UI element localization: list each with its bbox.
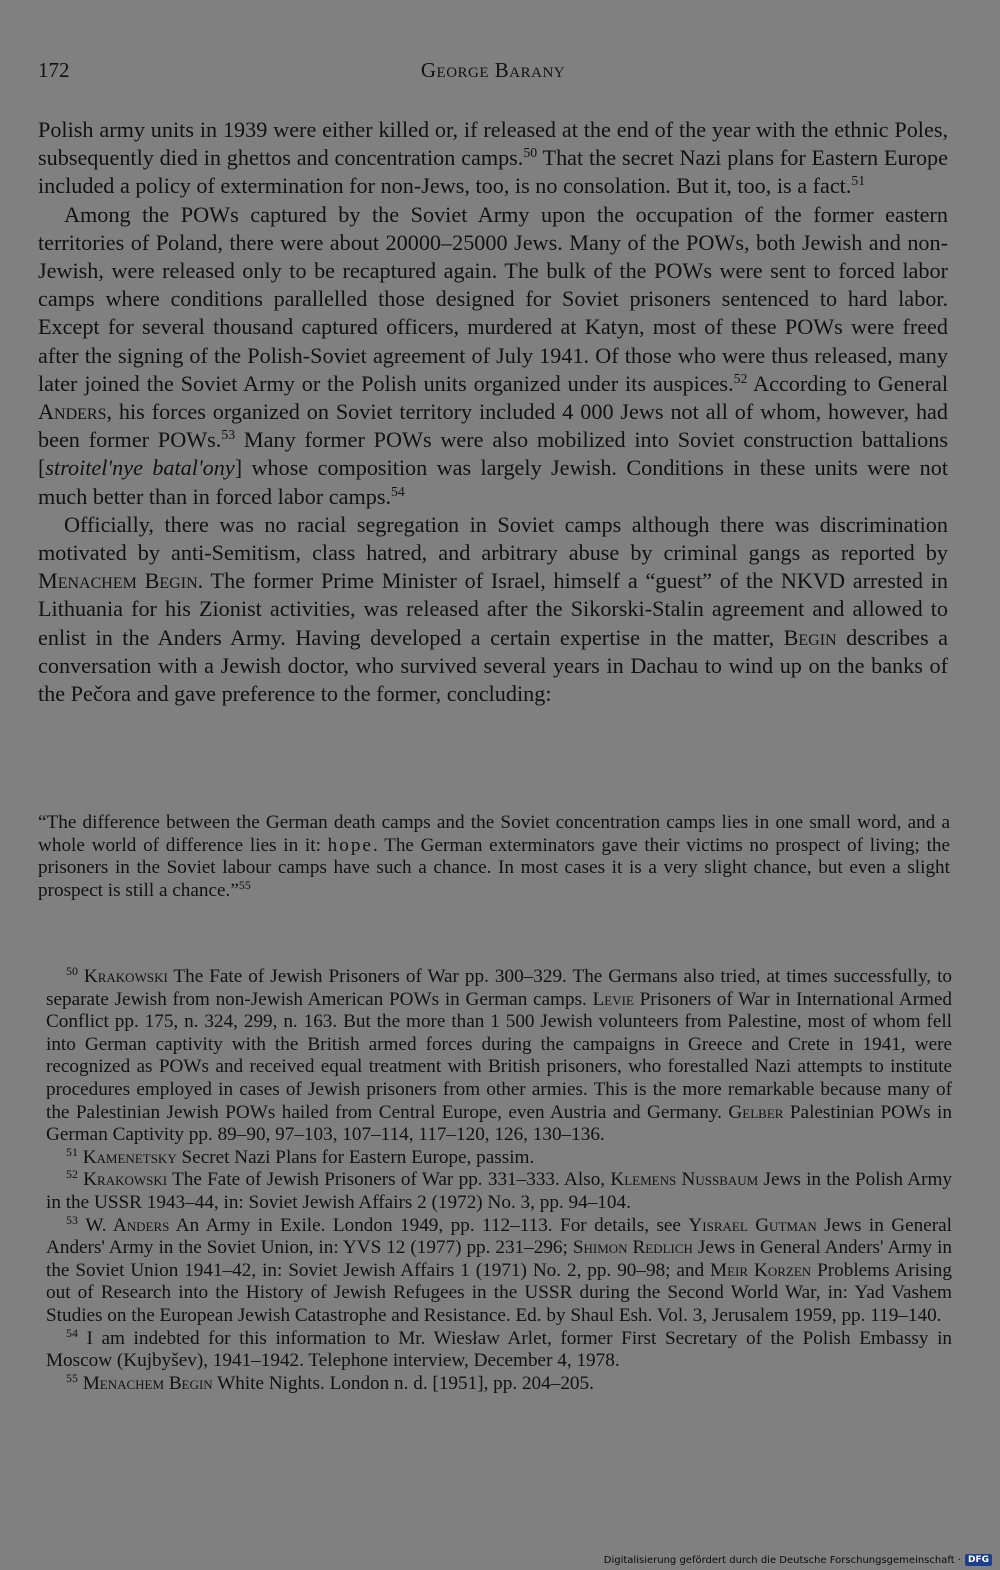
footnote-number: 54	[66, 1325, 78, 1340]
body-text	[38, 116, 948, 708]
footnote-ref-55[interactable]: 55	[238, 877, 251, 892]
footnote-ref-54[interactable]: 54	[391, 483, 405, 499]
footnote-number: 53	[66, 1212, 78, 1227]
footnotes	[46, 963, 953, 1395]
footnote-number: 50	[66, 963, 78, 978]
footnote-number: 55	[66, 1370, 78, 1385]
footnote-ref-51[interactable]: 51	[851, 173, 866, 189]
author-name: Begin	[783, 624, 837, 650]
footnote-number: 51	[66, 1144, 78, 1159]
footnote-50: $^{50}$ Krakowski The Fate of Jewish Prisoners of War pp. 300–329. The Germans also tried, at times successfully, to separate Jewish from non-Jewish American POWs in German camps. Levie Prisoners of War in International Armed Conflict pp. 175, n. 324, 299, n. 163. But the more than 1 500 Jewish volunteers from Palestine, most of whom fell into German captivity with the British armed forces during the campaigns in Greece and Crete in 1941, were recognized as POWs and received equal treatment with British prisoners, who forestalled Nazi attempts to institute procedures employed in cases of Jewish prisoners from other armies. This is the more remarkable because many of the Palestinian Jewish POWs hailed from Central Europe, even Austria and Germany. Gelber Palestinian POWs in German Captivity pp. 89–90, 97–103, 107–114, 117–120, 126, 130–136.	[46, 963, 952, 1146]
footnote-54: $^{54}$ I am indebted for this information to Mr. Wiesław Arlet, former First Secretary of the Polish Embassy in Moscow (Kujbyšev), 1941–1942. Telephone interview, December 4, 1978.	[46, 1325, 952, 1372]
page-header	[38, 58, 948, 88]
block-quote: “The difference between the German death camps and the Soviet concentration camps lies in one small word, and a whole world of difference lies in it: hope. The German exterminators gave their victims no prospect of living; the prisoners in the Soviet labour camps have such a chance. In most cases it is a very slight chance, but even a slight prospect is still a chance.”$^{55}$	[38, 812, 951, 901]
author-name: Menachem Begin	[38, 568, 198, 594]
dfg-logo-icon: DFG	[965, 1554, 992, 1566]
footnote-52: $^{52}$ Krakowski The Fate of Jewish Prisoners of War pp. 331–333. Also, Klemens Nussbaum Jews in the Polish Army in the USSR 1943–44, in: Soviet Jewish Affairs 2 (1972) No. 3, pp. 94–104.	[46, 1167, 952, 1213]
digitization-credit	[604, 1554, 992, 1566]
paragraph-3: Officially, there was no racial segregation in Soviet camps although there was discrimination motivated by anti-Semitism, class hatred, and arbitrary abuse by criminal gangs as reported by Menachem Begin. The former Prime Minister of Israel, himself a “guest” of the NKVD arrested in Lithuania for his Zionist activities, was released after the Sikorski-Stalin agreement and allowed to enlist in the Anders Army. Having developed a certain expertise in the matter, Begin describes a conversation with a Jewish doctor, who survived several years in Dachau to wind up on the banks of the Pečora and gave preference to the former, concluding:	[38, 511, 948, 707]
page-number: 172	[38, 58, 70, 82]
footnote-55: $^{55}$ Menachem Begin White Nights. London n. d. [1951], pp. 204–205.	[66, 1370, 594, 1394]
footnote-51: $^{51}$ Kamenetsky Secret Nazi Plans for Eastern Europe, passim.	[66, 1144, 535, 1168]
footnote-ref-52[interactable]: 52	[733, 370, 748, 386]
paragraph-1: Polish army units in 1939 were either killed or, if released at the end of the year with the ethnic Poles, subsequently died in ghettos and concentration camps.$^{50}$ That the secret Nazi plans for Eastern Europe included a policy of extermination for non-Jews, too, is no consolation. But it, too, is a fact.$^{51}$	[38, 117, 948, 199]
footnote-ref-53[interactable]: 53	[221, 426, 236, 442]
italic-term: stroitel'nye batal'ony	[45, 455, 235, 481]
paragraph-2: Among the POWs captured by the Soviet Army upon the occupation of the former eastern territories of Poland, there were about 20000–25000 Jews. Many of the POWs, both Jewish and non-Jewish, were released only to be recaptured again. The bulk of the POWs were sent to forced labor camps where conditions parallelled those designed for Soviet prisoners sentenced to hard labor. Except for several thousand captured officers, murdered at Katyn, most of these POWs were freed after the signing of the Polish-Soviet agreement of July 1941. Of those who were thus released, many later joined the Soviet Army or the Polish units organized under its auspices.$^{52}$ According to General Anders, his forces organized on Soviet territory included 4 000 Jews not all of whom, however, had been former POWs.$^{53}$ Many former POWs were also mobilized into Soviet construction battalions [stroitel'nye batal'ony] whose composition was largely Jewish. Conditions in these units were not much better than in forced labor camps.$^{54}$	[38, 201, 948, 509]
footnote-53: $^{53}$ W. Anders An Army in Exile. London 1949, pp. 112–113. For details, see Yisrael Gutman Jews in General Anders' Army in the Soviet Union, in: YVS 12 (1977) pp. 231–296; Shimon Redlich Jews in General Anders' Army in the Soviet Union 1941–42, in: Soviet Jewish Affairs 1 (1971) No. 2, pp. 90–98; and Meir Korzen Problems Arising out of Research into the History of Jewish Refugees in the USSR during the Second World War, in: Yad Vashem Studies on the European Jewish Catastrophe and Resistance. Ed. by Shaul Esh. Vol. 3, Jerusalem 1959, pp. 119–140.	[46, 1212, 953, 1326]
spaced-word: hope	[327, 834, 373, 856]
running-head: George Barany	[420, 58, 566, 82]
footnote-ref-50[interactable]: 50	[523, 144, 538, 160]
credit-text: Digitalisierung gefördert durch die Deutsche Forschungsgemeinschaft ·	[603, 1554, 961, 1566]
footnote-number: 52	[66, 1167, 78, 1182]
author-name: Anders	[38, 399, 107, 425]
